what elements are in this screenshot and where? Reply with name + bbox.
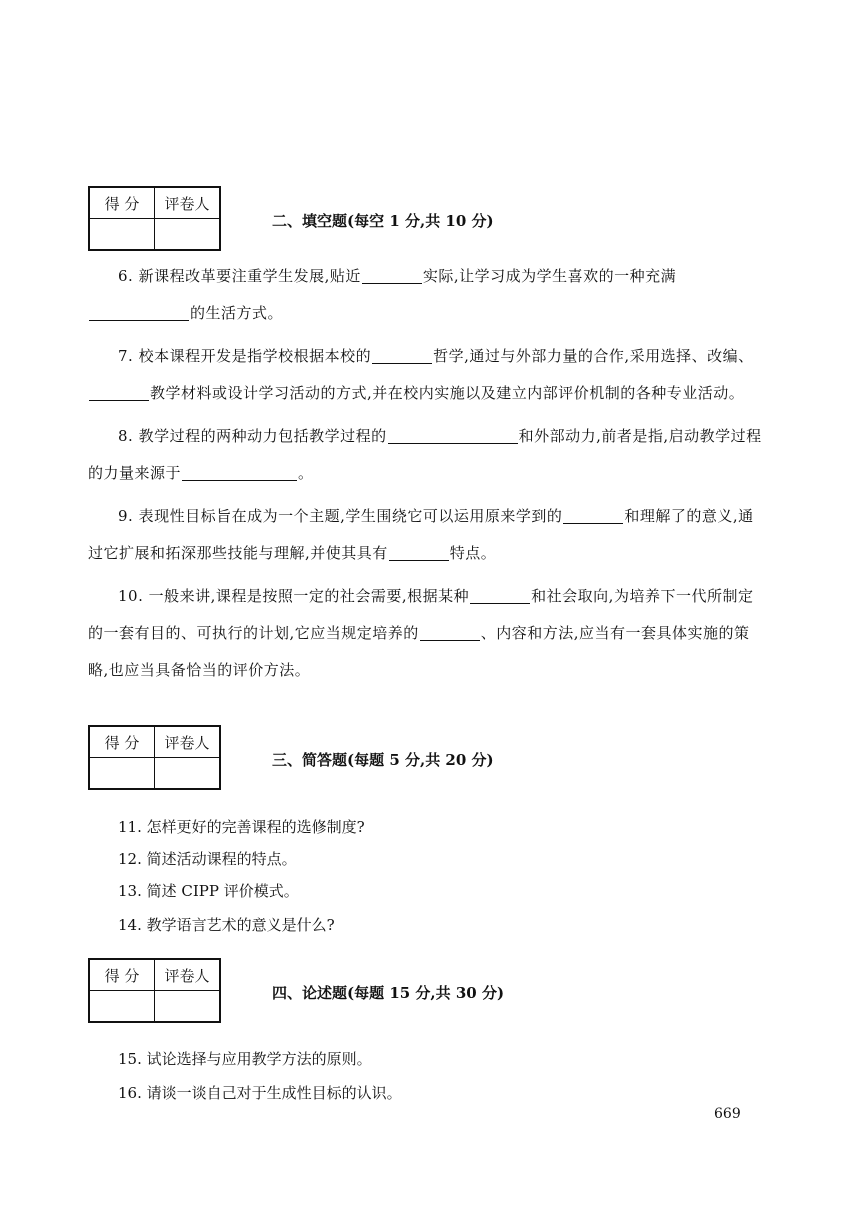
- page-number: 669: [714, 1106, 741, 1122]
- answer-blank: [420, 625, 480, 641]
- answer-blank: [362, 268, 422, 284]
- score-cell: [89, 758, 155, 790]
- question-7: 7. 校本课程开发是指学校根据本校的 哲学,通过与外部力量的合作,采用选择、改编、教学材料或设计学习活动的方式,并在校内实施以及建立内部评价机制的各种专业活动。: [88, 338, 768, 412]
- answer-blank: [89, 305, 189, 321]
- question-8: 8. 教学过程的两种动力包括教学过程的 和外部动力,前者是指,启动教学过程的力量来源于 。: [88, 427, 762, 482]
- score-box-section2: [88, 186, 221, 251]
- answer-blank: [372, 348, 432, 364]
- answer-blank: [470, 588, 530, 604]
- answer-blank: [388, 428, 518, 444]
- score-box-section4: [88, 958, 221, 1023]
- question-16: 16. 请谈一谈自己对于生成性目标的认识。: [118, 1084, 402, 1102]
- score-cell: [89, 991, 155, 1023]
- question-15: 15. 试论选择与应用教学方法的原则。: [118, 1050, 372, 1068]
- question-14: 14. 教学语言艺术的意义是什么?: [118, 916, 335, 934]
- answer-blank: [563, 508, 623, 524]
- answer-blank: [89, 385, 149, 401]
- grader-label: 评卷人: [155, 726, 221, 758]
- score-label: 得 分: [89, 726, 155, 758]
- grader-cell: [155, 219, 221, 251]
- answer-blank: [182, 465, 297, 481]
- question-11: 11. 怎样更好的完善课程的选修制度?: [118, 818, 365, 836]
- question-9: 9. 表现性目标旨在成为一个主题,学生围绕它可以运用原来学到的 和理解了的意义,通过它扩展和拓深那些技能与理解,并使其具有 特点。: [88, 507, 754, 562]
- score-cell: [89, 219, 155, 251]
- grader-label: 评卷人: [155, 959, 221, 991]
- grader-cell: [155, 991, 221, 1023]
- grader-label: 评卷人: [155, 187, 221, 219]
- answer-blank: [389, 545, 449, 561]
- grader-cell: [155, 758, 221, 790]
- section2-heading: 二、填空题(每空 1 分,共 10 分): [272, 212, 494, 230]
- section4-heading: 四、论述题(每题 15 分,共 30 分): [272, 984, 505, 1002]
- fill-in-questions: [88, 258, 768, 689]
- question-10: 10. 一般来讲,课程是按照一定的社会需要,根据某种 和社会取向,为培养下一代所制定的一套有目的、可执行的计划,它应当规定培养的 、内容和方法,应当有一套具体实施的策略,也应当具备恰当的评价方法。: [88, 587, 754, 679]
- score-label: 得 分: [89, 959, 155, 991]
- question-6: 6. 新课程改革要注重学生发展,贴近 实际,让学习成为学生喜欢的一种充满的生活方式。: [88, 258, 768, 332]
- score-box-section3: [88, 725, 221, 790]
- question-13: 13. 简述 CIPP 评价模式。: [118, 882, 299, 900]
- question-12: 12. 简述活动课程的特点。: [118, 850, 297, 868]
- score-label: 得 分: [89, 187, 155, 219]
- section3-heading: 三、简答题(每题 5 分,共 20 分): [272, 751, 494, 769]
